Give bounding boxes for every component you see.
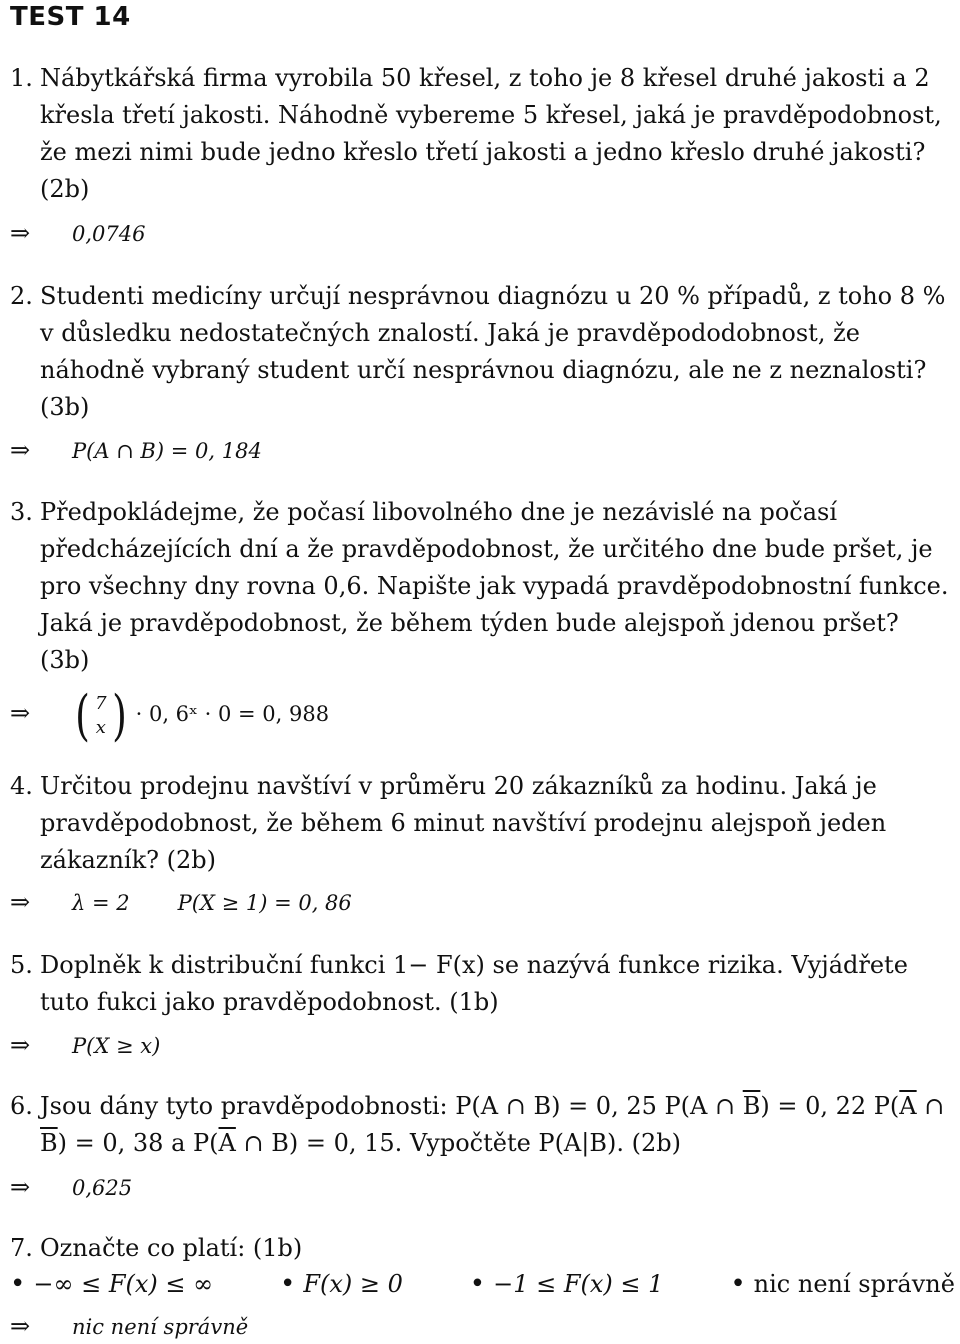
answer-1 xyxy=(10,218,145,249)
question-4 xyxy=(10,768,955,879)
question-number: 6. xyxy=(10,1092,33,1120)
question-text: Doplněk k distribuční funkci 1− F(x) se nazývá funkce rizika. Vyjádřete tuto fukci jako pravděpodobnost. (1b) xyxy=(40,951,908,1016)
question-number: 5. xyxy=(10,951,33,979)
choice-list xyxy=(10,1264,955,1304)
answer-text: 0,0746 xyxy=(72,222,146,246)
answer-text: nic není správně xyxy=(72,1315,249,1339)
question-text: Studenti medicíny určují nesprávnou diagnózu u 20 % případů, z toho 8 % v důsledku nedostatečných znalostí. Jaká je pravděpododobnost, že náhodně vybraný student určí nesprávnou diagnózu, ale ne z neznalosti? (3b) xyxy=(40,282,946,421)
answer-text: · 0, 6ˣ · 0 = 0, 988 xyxy=(135,702,330,726)
answer-5 xyxy=(10,1030,160,1061)
implies-arrow-icon: ⇒ xyxy=(10,219,31,247)
question-text: Předpokládejme, že počasí libovolného dne je nezávislé na počasí předcházejících dní a že pravděpodobnost, že určitého dne bude pršet, je pro všechny dny rovna 0,6. Napište jak vypadá pravděpodobnostní funkce. Jaká je pravděpodobnost, že během týden bude alejspoň jdenou pršet? (3b) xyxy=(40,498,949,674)
choice-item: • F(x) ≥ 0 xyxy=(280,1264,403,1304)
question-5 xyxy=(10,947,955,1021)
answer-probability: P(X ≥ 1) = 0, 86 xyxy=(177,891,352,915)
question-2 xyxy=(10,278,955,426)
question-3 xyxy=(10,494,955,679)
choice-item: • −∞ ≤ F(x) ≤ ∞ xyxy=(10,1264,213,1304)
implies-arrow-icon: ⇒ xyxy=(10,1031,31,1059)
question-text: Jsou dány tyto pravděpodobnosti: P(A ∩ B) = 0, 25 P(A ∩ $\overline{B}) = 0$, 22 $P(\overline{A}$ ∩ $\overline{B}) = 0$, 38 a $P(\overline{A}$ ∩ B) = 0, 15. Vypočtěte P(A|B). (2b) xyxy=(40,1092,945,1157)
question-7 xyxy=(10,1230,955,1267)
answer-7 xyxy=(10,1311,248,1342)
implies-arrow-icon: ⇒ xyxy=(10,1173,31,1201)
question-1 xyxy=(10,60,955,208)
bullet-icon: • xyxy=(10,1269,26,1299)
implies-arrow-icon: ⇒ xyxy=(10,436,31,464)
question-number: 1. xyxy=(10,64,33,92)
choice-item: • nic není správně xyxy=(730,1264,955,1304)
implies-arrow-icon: ⇒ xyxy=(10,1312,31,1340)
question-number: 2. xyxy=(10,282,33,310)
question-text: Označte co platí: (1b) xyxy=(40,1234,303,1262)
question-number: 4. xyxy=(10,772,33,800)
binom-bottom: x xyxy=(95,716,106,738)
answer-2 xyxy=(10,435,262,466)
question-text: Nábytkářská firma vyrobila 50 křesel, z toho je 8 křesel druhé jakosti a 2 křesla třetí jakosti. Náhodně vybereme 5 křesel, jaká je pravděpodobnost, že mezi nimi bude jedno křeslo třetí jakosti a jedno křeslo druhé jakosti? (2b) xyxy=(40,64,942,203)
answer-text: P(X ≥ x) xyxy=(72,1034,161,1058)
implies-arrow-icon: ⇒ xyxy=(10,699,31,727)
choice-item: • −1 ≤ F(x) ≤ 1 xyxy=(470,1264,664,1304)
answer-text: P(A ∩ B) = 0, 184 xyxy=(72,439,262,463)
question-number: 3. xyxy=(10,498,33,526)
binom-top: 7 xyxy=(95,692,107,714)
answer-4 xyxy=(10,887,352,918)
answer-lambda: λ = 2 xyxy=(72,891,130,915)
bullet-icon: • xyxy=(730,1269,746,1299)
answer-3 xyxy=(10,683,330,747)
question-6 xyxy=(10,1088,955,1162)
page-title: TEST 14 xyxy=(10,2,131,32)
answer-6 xyxy=(10,1172,132,1203)
bullet-icon: • xyxy=(469,1269,486,1299)
answer-text: 0,625 xyxy=(72,1176,133,1200)
binomial-coefficient: ( 7 x ) xyxy=(75,683,127,747)
question-number: 7. xyxy=(10,1234,33,1262)
implies-arrow-icon: ⇒ xyxy=(10,888,31,916)
bullet-icon: • xyxy=(279,1269,296,1299)
question-text: Určitou prodejnu navštíví v průměru 20 zákazníků za hodinu. Jaká je pravděpodobnost, že během 6 minut navštíví prodejnu alejspoň jeden zákazník? (2b) xyxy=(40,772,887,874)
